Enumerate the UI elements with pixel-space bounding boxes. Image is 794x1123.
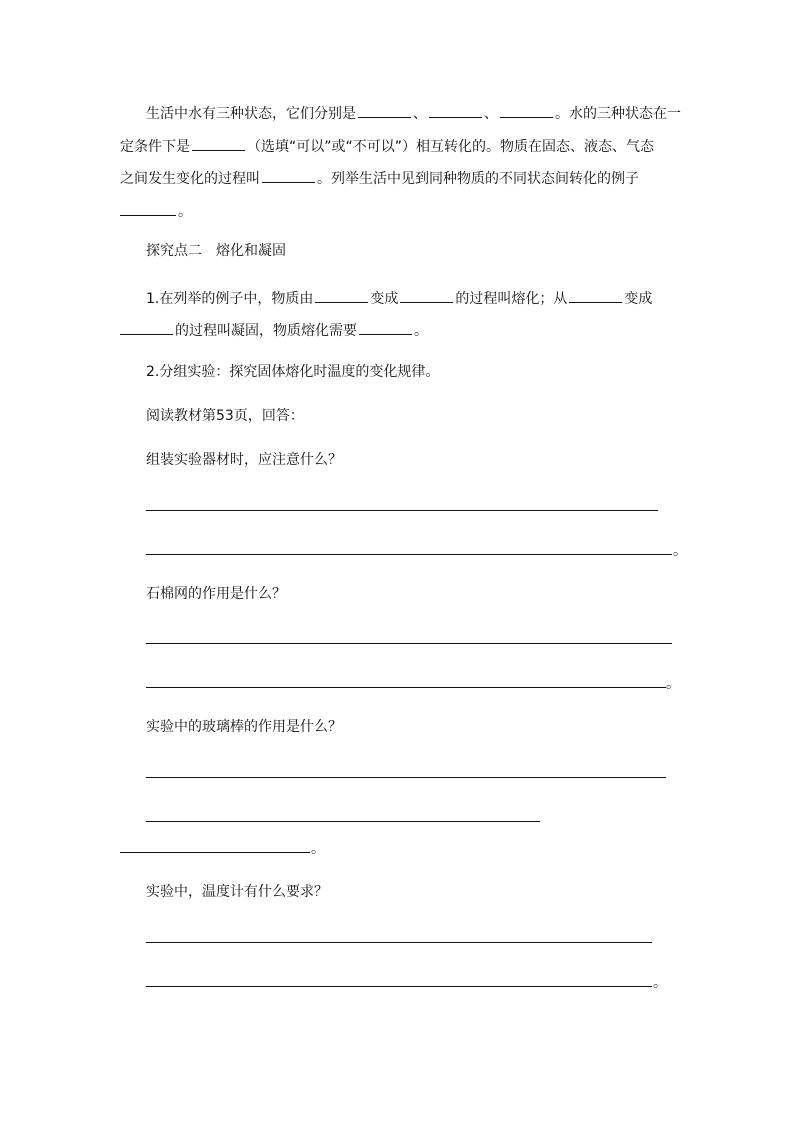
answer-line[interactable] xyxy=(146,554,672,555)
q1-text: 。 xyxy=(414,323,428,339)
reading-instruction: 阅读教材第53页，回答： xyxy=(146,408,304,424)
q1-text: 变成 xyxy=(370,291,399,307)
para1-text: 。列举生活中见到同种物质的不同状态间转化的例子 xyxy=(317,171,639,187)
answer-line[interactable] xyxy=(146,986,652,987)
rod-question: 实验中的玻璃棒的作用是什么？ xyxy=(146,719,342,735)
convert-blank[interactable] xyxy=(192,134,245,151)
answer-line[interactable] xyxy=(146,821,540,822)
para1-text: 。水的三种状态在一 xyxy=(555,106,681,122)
state-blank-3[interactable] xyxy=(500,101,553,118)
section-heading: 探究点二 熔化和凝固 xyxy=(146,243,286,259)
melt-need-blank[interactable] xyxy=(359,318,412,335)
para1-text: 之间发生变化的过程叫 xyxy=(120,171,260,187)
para1-text: 生活中水有三种状态，它们分别是 xyxy=(146,106,356,122)
para1-line2 xyxy=(120,134,654,156)
answer-line[interactable] xyxy=(146,777,666,778)
solidify-to-blank[interactable] xyxy=(120,318,173,335)
separator: 、 xyxy=(484,106,498,122)
melt-from-blank[interactable] xyxy=(315,286,368,303)
assembly-question: 组装实验器材时，应注意什么？ xyxy=(146,452,342,468)
q1-text: 的过程叫凝固，物质熔化需要 xyxy=(175,323,357,339)
para1-text: 。 xyxy=(178,204,192,220)
answer-line[interactable] xyxy=(146,687,666,688)
gauze-question: 石棉网的作用是什么？ xyxy=(146,586,286,602)
q1-line1 xyxy=(146,286,652,308)
process-blank[interactable] xyxy=(262,166,315,183)
period: 。 xyxy=(673,543,687,559)
answer-line[interactable] xyxy=(146,510,658,511)
state-blank-2[interactable] xyxy=(429,101,482,118)
para1-text: 定条件下是 xyxy=(120,139,190,155)
state-blank-1[interactable] xyxy=(358,101,411,118)
solidify-from-blank[interactable] xyxy=(569,286,622,303)
period: 。 xyxy=(653,975,667,991)
thermometer-question: 实验中，温度计有什么要求？ xyxy=(146,884,328,900)
q1-text: 1.在列举的例子中，物质由 xyxy=(146,291,314,307)
period: 。 xyxy=(666,676,680,692)
para1-text: （选填“可以”或“不可以”）相互转化的。物质在固态、液态、气态 xyxy=(247,139,655,155)
para1-line4 xyxy=(120,199,192,221)
answer-line[interactable] xyxy=(120,852,310,853)
q1-text: 的过程叫熔化；从 xyxy=(455,291,568,307)
para1-line1 xyxy=(146,101,681,123)
answer-line[interactable] xyxy=(146,643,672,644)
answer-line[interactable] xyxy=(146,942,652,943)
melt-to-blank[interactable] xyxy=(400,286,453,303)
para1-line3 xyxy=(120,166,639,188)
q1-text: 变成 xyxy=(624,291,653,307)
q2-text: 2.分组实验：探究固体熔化时温度的变化规律。 xyxy=(146,364,440,380)
q1-line2 xyxy=(120,318,428,340)
example-blank[interactable] xyxy=(120,199,176,216)
period: 。 xyxy=(311,841,325,857)
separator: 、 xyxy=(413,106,427,122)
